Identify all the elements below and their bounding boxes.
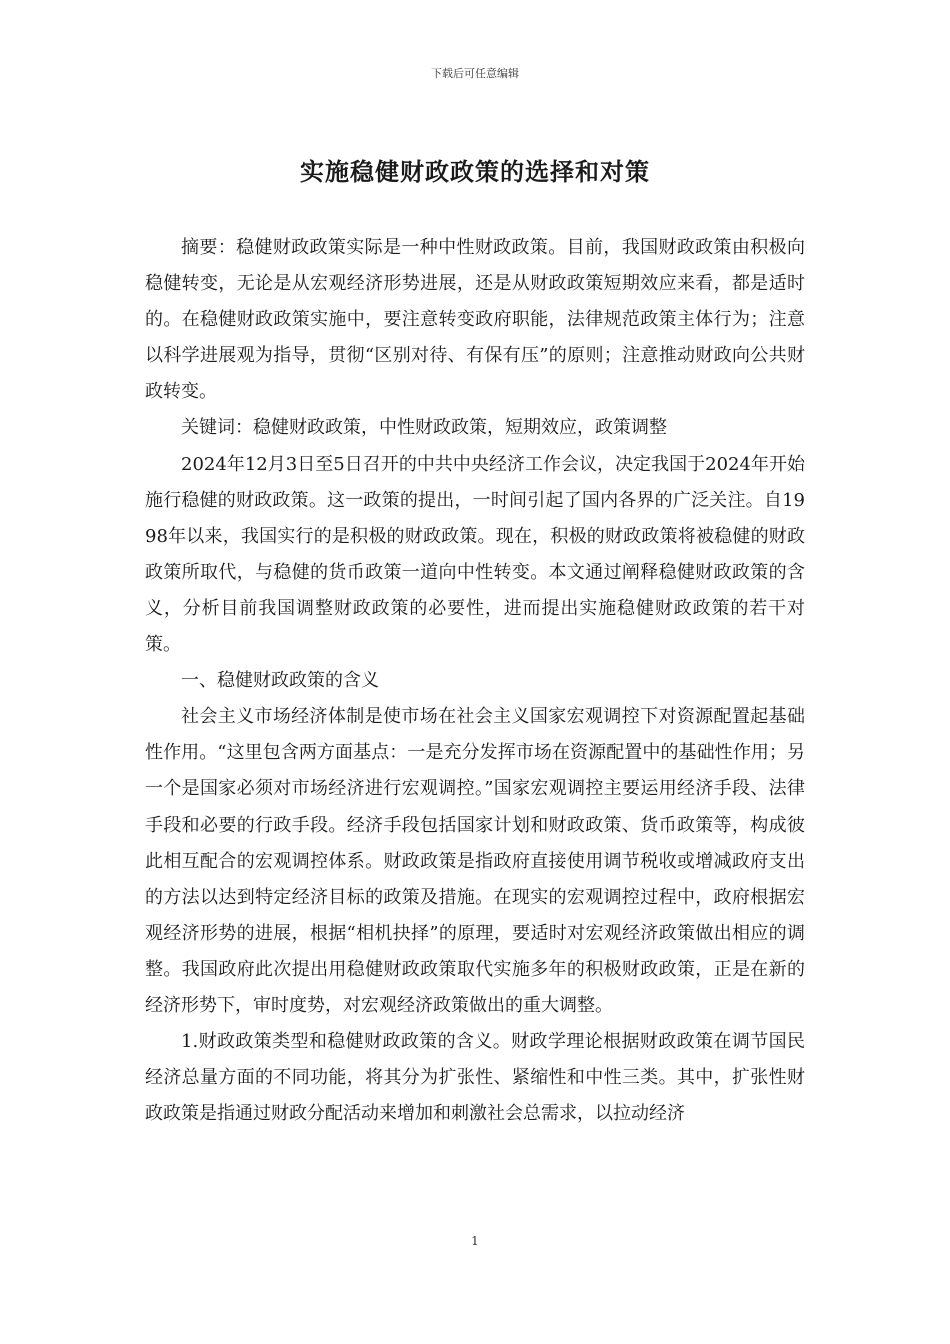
- section-heading: 一、稳健财政政策的含义: [181, 670, 379, 692]
- intro-paragraph: 2024年12月3日至5日召开的中共中央经济工作会议，决定我国于2024年开始施行稳健的财政政策。这一政策的提出，一时间引起了国内各界的广泛关注。自1998年以来，我国实行的是积极的财政政策。现在，积极的财政政策将被稳健的财政政策所取代，与稳健的货币政策一道向中性转变。本文通过阐释稳健财政政策的含义，分析目前我国调整财政政策的必要性，进而提出实施稳健财政政策的若干对策。: [145, 453, 805, 656]
- body-paragraph: 社会主义市场经济体制是使市场在社会主义国家宏观调控下对资源配置起基础性作用。“这里包含两方面基点：一是充分发挥市场在资源配置中的基础性作用；另一个是国家必须对市场经济进行宏观调控。”国家宏观调控主要运用经济手段、法律手段和必要的行政手段。经济手段包括国家计划和财政政策、货币政策等，构成彼此相互配合的宏观调控体系。财政政策是指政府直接使用调节税收或增减政府支出的方法以达到特定经济目标的政策及措施。在现实的宏观调控过程中，政府根据宏观经济形势的进展，根据“相机抉择”的原理，要适时对宏观经济政策做出相应的调整。我国政府此次提出用稳健财政政策取代实施多年的积极财政政策，正是在新的经济形势下，审时度势，对宏观经济政策做出的重大调整。: [145, 706, 805, 1016]
- body-paragraph: 1.财政政策类型和稳健财政政策的含义。财政学理论根据财政政策在调节国民经济总量方面的不同功能，将其分为扩张性、紧缩性和中性三类。其中，扩张性财政政策是指通过财政分配活动来增加和刺激社会总需求，以拉动经济: [145, 1031, 805, 1125]
- keywords-paragraph: 关键词：稳健财政政策，中性财政政策，短期效应，政策调整: [181, 417, 667, 439]
- document-body: [145, 230, 805, 1132]
- abstract-paragraph: 摘要：稳健财政政策实际是一种中性财政政策。目前，我国财政政策由积极向稳健转变，无论是从宏观经济形势进展，还是从财政政策短期效应来看，都是适时的。在稳健财政政策实施中，要注意转变政府职能，法律规范政策主体行为；注意以科学进展观为指导，贯彻“区别对待、有保有压”的原则；注意推动财政向公共财政转变。: [145, 237, 805, 403]
- document-title: 实施稳健财政政策的选择和对策: [300, 157, 650, 186]
- page-number: 1: [471, 1234, 479, 1248]
- page-header-note: 下载后可任意编辑: [431, 67, 519, 80]
